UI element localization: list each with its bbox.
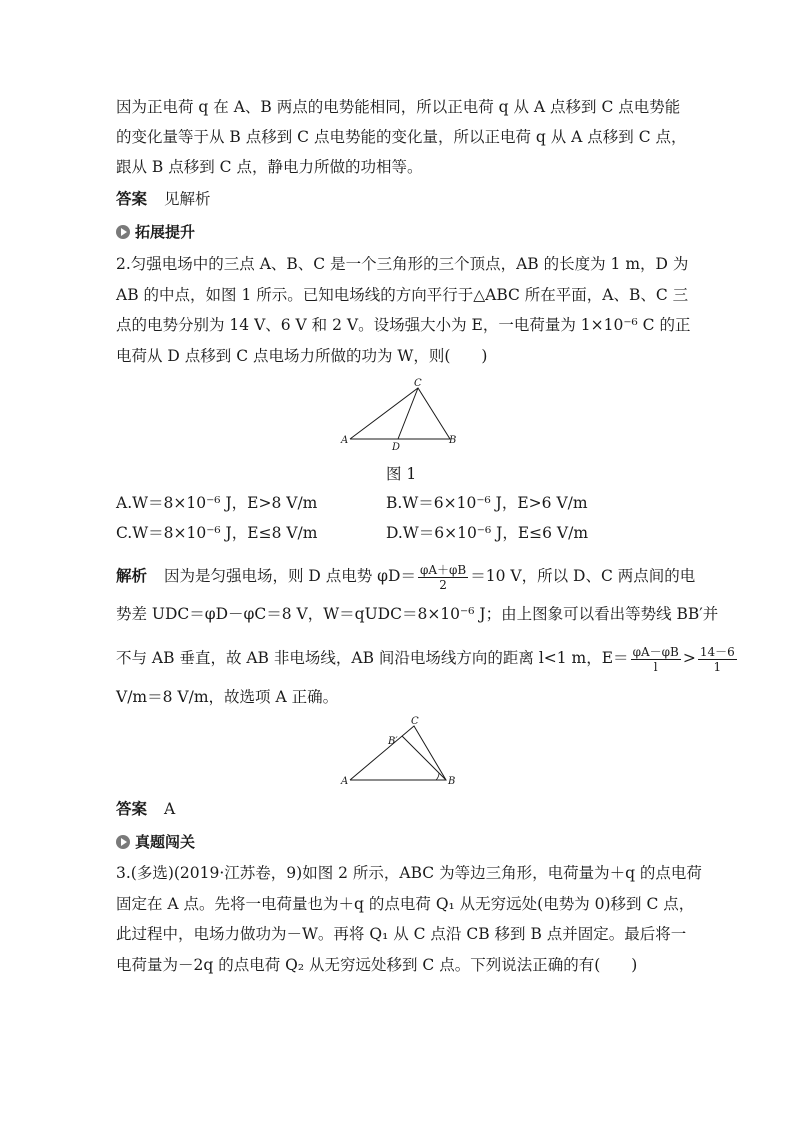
figure1-caption: 图 1 — [386, 465, 417, 483]
q3-line-2: 固定在 A 点。先将一电荷量也为＋q 的点电荷 Q₁ 从无穷远处(电势为 0)移到 C 点， — [116, 895, 695, 913]
q2-line-4: 电荷从 D 点移到 C 点电场力所做的功为 W，则( ) — [116, 347, 488, 365]
fraction-phi-d-num: φA＋φB — [419, 562, 467, 577]
fraction-e-symbolic-num: φA－φB — [632, 644, 679, 659]
section-extension-title: 拓展提升 — [135, 223, 196, 241]
fraction-phi-d-den: 2 — [439, 577, 447, 592]
section-real-exam-title: 真题闯关 — [135, 833, 196, 851]
answer2-label: 答案 — [116, 799, 148, 818]
figure2-angle-arc — [436, 773, 439, 780]
q2-line-1: 2.匀强电场中的三点 A、B、C 是一个三角形的三个顶点，AB 的长度为 1 m，D 为 — [116, 255, 689, 273]
solution-line-4: V/m＝8 V/m，故选项 A 正确。 — [116, 688, 339, 706]
figure1-label-c: C — [414, 378, 422, 389]
q2-line-2: AB 的中点，如图 1 所示。已知电场线的方向平行于△ABC 所在平面，A、B、C 三 — [116, 286, 689, 304]
option-c: C.W＝8×10⁻⁶ J，E≤8 V/m — [116, 524, 318, 542]
para1-line-1: 因为正电荷 q 在 A、B 两点的电势能相同，所以正电荷 q 从 A 点移到 C 点电势能 — [116, 98, 681, 116]
figure2-label-c: C — [411, 716, 419, 727]
answer2-text: A — [163, 800, 176, 818]
answer2 — [116, 798, 681, 820]
fraction-phi-d — [418, 563, 468, 592]
solution-line-2: 势差 UDC＝φD－φC＝8 V，W＝qUDC＝8×10⁻⁶ J；由上图象可以看出等势线 BB′并 — [116, 605, 719, 623]
solution-line3-gt: > — [682, 649, 696, 667]
figure1-triangle-abc — [350, 388, 450, 439]
solution-line1-pre: 因为是匀强电场，则 D 点电势 φD＝ — [163, 567, 416, 585]
option-b: B.W＝6×10⁻⁶ J，E>6 V/m — [386, 494, 588, 512]
option-a: A.W＝8×10⁻⁶ J，E>8 V/m — [116, 494, 318, 512]
figure2-label-b-prime: B′ — [388, 736, 398, 747]
q3-line-1: 3.(多选)(2019·江苏卷，9)如图 2 所示，ABC 为等边三角形，电荷量为＋q 的点电荷 — [116, 864, 702, 882]
q3-line-4: 电荷量为－2q 的点电荷 Q₂ 从无穷远处移到 C 点。下列说法正确的有( ) — [116, 956, 638, 974]
figure2-label-a: A — [341, 776, 349, 787]
answer1-text: 见解析 — [163, 190, 211, 208]
play-circle-icon — [116, 225, 130, 239]
answer1-label: 答案 — [116, 189, 148, 208]
figure1-label-b: B — [449, 435, 457, 446]
solution-line3-pre: 不与 AB 垂直，故 AB 非电场线，AB 间沿电场线方向的距离 l<1 m，E＝ — [116, 649, 629, 667]
solution-label: 解析 — [116, 566, 148, 585]
solution-line1-post: ＝10 V，所以 D、C 两点间的电 — [470, 567, 696, 585]
figure1-label-d: D — [392, 442, 401, 452]
fraction-e-numeric-num: 14－6 — [699, 644, 735, 659]
solution-line-3 — [116, 642, 735, 674]
section-real-exam — [116, 831, 195, 852]
fraction-e-numeric-den: 1 — [713, 659, 722, 674]
fraction-e-numeric — [698, 645, 737, 674]
fraction-e-symbolic — [631, 645, 681, 674]
q2-line-3: 点的电势分别为 14 V、6 V 和 2 V。设场强大小为 E，一电荷量为 1×10⁻⁶ C 的正 — [116, 316, 691, 334]
para1-line-2: 的变化量等于从 B 点移到 C 点电势能的变化量，所以正电荷 q 从 A 点移到 C 点， — [116, 128, 687, 146]
play-circle-icon — [116, 835, 130, 849]
solution-line-1 — [116, 560, 696, 592]
q3-line-3: 此过程中，电场力做功为－W。再将 Q₁ 从 C 点沿 CB 移到 B 点并固定。最后将一 — [116, 925, 687, 943]
option-d: D.W＝6×10⁻⁶ J，E≤6 V/m — [386, 524, 589, 542]
section-extension — [116, 221, 195, 242]
figure2-triangle-abc — [350, 726, 446, 780]
figure1-label-a: A — [341, 435, 349, 446]
figure2-label-b: B — [448, 776, 456, 787]
fraction-e-symbolic-den: l — [653, 659, 658, 674]
para1-line-3: 跟从 B 点移到 C 点，静电力所做的功相等。 — [116, 158, 423, 176]
answer1 — [116, 188, 681, 210]
figure1-triangle — [338, 376, 462, 452]
figure2-triangle — [338, 714, 462, 790]
